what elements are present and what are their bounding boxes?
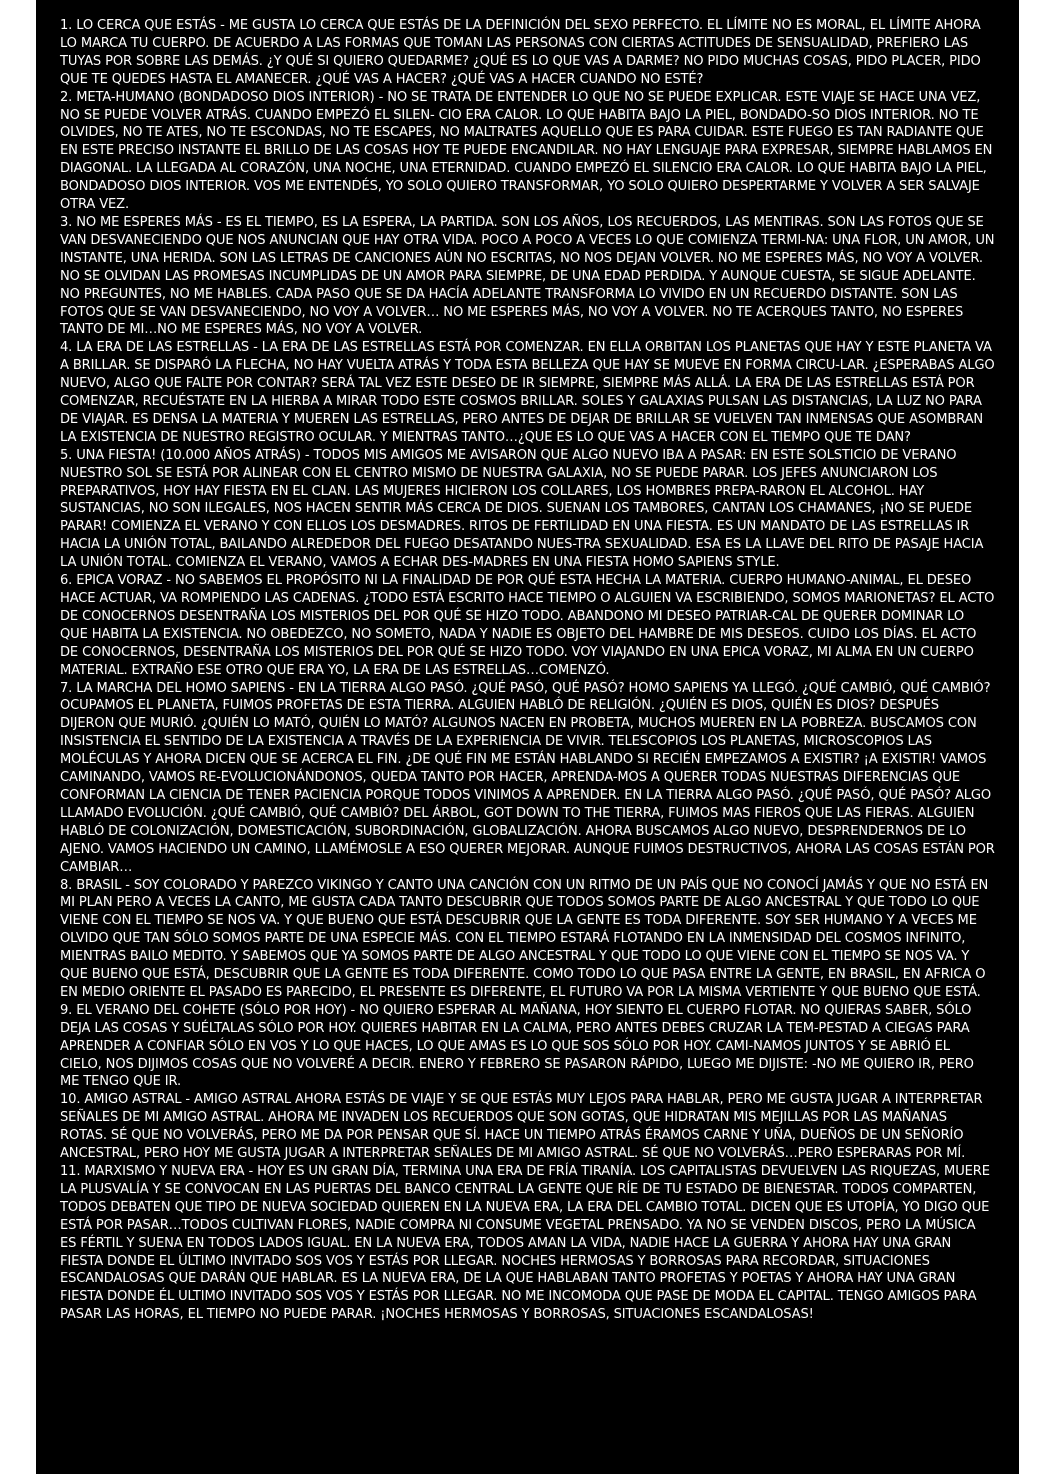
song-title: 11. MARXISMO Y NUEVA ERA - <box>60 1164 258 1179</box>
song-title: 7. LA MARCHA DEL HOMO SAPIENS - <box>60 680 298 696</box>
song-lyrics: AMIGO ASTRAL AHORA ESTÁS DE VIAJE Y SE QUE ESTÁS MUY LEJOS PARA HABLAR, PERO ME GUSTA JUGAR A INTERPRETAR SEÑALES DE MI AMIGO ASTRAL. AHORA ME INVADEN LOS RECUERDOS QUE SON GOTAS, QUE HIDRATAN MIS MEJILLAS POR LAS MAÑANAS ROTAS. SÉ QUE NO VOLVERÁS, PERO ME DA POR PENSAR QUE SÍ. HACE UN TIEMPO ATRÁS ÉRAMOS CARNE Y UÑA, DUEÑOS DE UN SEÑORÍO ANCESTRAL, PERO HOY ME GUSTA JUGAR A INTERPRETAR SEÑALES DE MI AMIGO ASTRAL. SÉ QUE NO VOLVERÁS…PERO ESPERARAS POR MÍ. <box>60 1092 983 1162</box>
song-lyrics: NO SE TRATA DE ENTENDER LO QUE NO SE PUEDE EXPLICAR. ESTE VIAJE SE HACE UNA VEZ, NO SE PUEDE VOLVER ATRÁS. CUANDO EMPEZÓ EL SILEN- CIO ERA CALOR. LO QUE HABITA BAJO LA PIEL, BONDADO-SO DIOS INTERIOR. NO TE OLVIDES, NO TE ATES, NO TE ESCONDAS, NO TE ESCAPES, NO MALTRATES AQUELLO QUE ES PARA CUIDAR. ESTE FUEGO ES TAN RADIANTE QUE EN ESTE PRECISO INSTANTE EL BRILLO DE LAS COSAS HOY TE PUEDE ENCANDILAR. NO HAY LENGUAJE PARA EXPRESAR, SIEMPRE HABLAMOS EN DIAGONAL. LA LLEGADA AL CORAZÓN, UNA NOCHE, UNA ETERNIDAD. CUANDO EMPEZÓ EL SILENCIO ERA CALOR. LO QUE HABITA BAJO LA PIEL, BONDADOSO DIOS INTERIOR. VOS ME ENTENDÉS, YO SOLO QUIERO TRANSFORMAR, YO SOLO QUIERO DESPERTARME Y VOLVER A SER SALVAJE OTRA VEZ. <box>60 89 993 213</box>
song-title: 2. META-HUMANO (BONDADOSO DIOS INTERIOR) - <box>60 89 388 105</box>
song-entry-7 <box>60 680 995 877</box>
song-title: 6. EPICA VORAZ - <box>60 573 175 589</box>
song-lyrics: SOY COLORADO Y PAREZCO VIKINGO Y CANTO UNA CANCIÓN CON UN RITMO DE UN PAÍS QUE NO CONOCÍ JAMÁS Y QUE NO ESTÁ EN MI PLAN PERO A VECES LA CANTO, ME GUSTA CADA TANTO DESCUBRIR QUE TODOS SOMOS PARTE DE ALGO ANCESTRAL Y QUE TODO LO QUE VIENE CON EL TIEMPO SE NOS VA. Y QUE BUENO QUE ESTÁ DESCUBRIR QUE LA GENTE ES TODA DIFERENTE. SOY SER HUMANO Y A VECES ME OLVIDO QUE TAN SÓLO SOMOS PARTE DE UNA ESPECIE MÁS. CON EL TIEMPO ESTARÁ FLOTANDO EN LA INMENSIDAD DEL COSMOS INFINITO, MIENTRAS BAILO MEDITO. Y SABEMOS QUE YA SOMOS PARTE DE ALGO ANCESTRAL Y QUE TODO LO QUE VIENE CON EL TIEMPO SE NOS VA. Y QUE BUENO QUE ESTÁ, DESCUBRIR QUE LA GENTE ES TODA DIFERENTE. COMO TODO LO QUE PASA ENTRE LA GENTE, EN BRASIL, EN AFRICA O EN MEDIO ORIENTE EL PASADO ES PARECIDO, EL PRESENTE ES DIFERENTE, EL FUTURO VA POR LA MISMA VERTIENTE Y QUE BUENO QUE ESTÁ. <box>60 877 989 1000</box>
song-lyrics: HOY ES UN GRAN DÍA, TERMINA UNA ERA DE FRÍA TIRANÍA. LOS CAPITALISTAS DEVUELVEN LAS RIQUEZAS, MUERE LA PLUSVALÍA Y SE CONVOCAN EN LAS PUERTAS DEL BANCO CENTRAL LA GENTE QUE RÍE DE TU ESTADO DE BIENESTAR. TODOS COMPARTEN, TODOS DEBATEN QUE TIPO DE NUEVA SOCIEDAD QUIEREN EN LA NUEVA ERA, LA ERA DEL CAMBIO TOTAL. DICEN QUE ES UTOPÍA, YO DIGO QUE ESTÁ POR PASAR…TODOS CULTIVAN FLORES, NADIE COMPRA NI CONSUME VEGETAL PRENSADO. YA NO SE VENDEN DISCOS, PERO LA MÚSICA ES FÉRTIL Y SUENA EN TODOS LADOS IGUAL. EN LA NUEVA ERA, TODOS AMAN LA VIDA, NADIE HACE LA GUERRA Y AHORA HAY UNA GRAN FIESTA DONDE EL ÚLTIMO INVITADO SOS VOS Y ESTÁS POR LLEGAR. NOCHES HERMOSAS Y BORROSAS PARA RECORDAR, SITUACIONES ESCANDALOSAS QUE DARÁN QUE HABLAR. ES LA NUEVA ERA, DE LA QUE HABLABAN TANTO PROFETAS Y POETAS Y AHORA HAY UNA GRAN FIESTA DONDE ÉL ULTIMO INVITADO SOS VOS Y ESTÁS POR LLEGAR. NO ME INCOMODA QUE PASE DE MODA EL CAPITAL. TENGO AMIGOS PARA PASAR LAS HORAS, EL TIEMPO NO PUEDE PARAR. ¡NOCHES HERMOSAS Y BORROSAS, SITUACIONES ESCANDALOSAS! <box>60 1164 990 1323</box>
song-lyrics: ME GUSTA LO CERCA QUE ESTÁS DE LA DEFINICIÓN DEL SEXO PERFECTO. EL LÍMITE NO ES MORAL, EL LÍMITE AHORA LO MARCA TU CUERPO. DE ACUERDO A LAS FORMAS QUE TOMAN LAS PERSONAS CON CIERTAS ACTITUDES DE SENSUALIDAD, PREFIERO LAS TUYAS POR SOBRE LAS DEMÁS. ¿Y QUÉ SI QUIERO QUEDARME? ¿QUÉ ES LO QUE VAS A DARME? NO PIDO MUCHAS COSAS, PIDO PLACER, PIDO QUE TE QUEDES HASTA EL AMANECER. ¿QUÉ VAS A HACER? ¿QUÉ VAS A HACER CUANDO NO ESTÉ? <box>60 18 981 87</box>
song-lyrics: LA ERA DE LAS ESTRELLAS ESTÁ POR COMENZAR. EN ELLA ORBITAN LOS PLANETAS QUE HAY Y ESTE PLANETA VA A BRILLAR. SE DISPARÓ LA FLECHA, NO HAY VUELTA ATRÁS Y TODA ESTA BELLEZA QUE HAY SE MUEVE EN FORMA CIRCU-LAR. ¿ESPERABAS ALGO NUEVO, ALGO QUE FALTE POR CONTAR? SERÁ TAL VEZ ESTE DESEO DE IR SIEMPRE, SIEMPRE MÁS ALLÁ. LA ERA DE LAS ESTRELLAS ESTÁ POR COMENZAR, RECUÉSTATE EN LA HIERBA A MIRAR TODO ESTE COSMOS BRILLAR. SOLES Y GALAXIAS PULSAN LAS DISTANCIAS, LA LUZ NO PARA DE VIAJAR. ES DENSA LA MATERIA Y MUEREN LAS ESTRELLAS, PERO ANTES DE DEJAR DE BRILLAR SE VUELVEN TAN INMENSAS QUE ASOMBRAN LA EXISTENCIA DE NUESTRO REGISTRO OCULAR. Y MIENTRAS TANTO…¿QUE ES LO QUE VAS A HACER CON EL TIEMPO QUE TE DAN? <box>60 340 995 445</box>
song-entry-10 <box>60 1091 995 1163</box>
song-title: 10. AMIGO ASTRAL - <box>60 1092 195 1108</box>
song-entry-6 <box>60 572 995 679</box>
song-entry-4 <box>60 339 995 446</box>
song-entry-3 <box>60 214 995 339</box>
song-title: 8. BRASIL - <box>60 877 134 893</box>
song-title: 3. NO ME ESPERES MÁS - <box>60 214 226 230</box>
song-title: 9. EL VERANO DEL COHETE (SÓLO POR HOY) - <box>60 1002 360 1018</box>
song-entry-8 <box>60 877 995 1002</box>
song-entry-5 <box>60 447 995 572</box>
song-lyrics: EN LA TIERRA ALGO PASÓ. ¿QUÉ PASÓ, QUÉ PASÓ? HOMO SAPIENS YA LLEGÓ. ¿QUÉ CAMBIÓ, QUÉ CAMBIÓ? OCUPAMOS EL PLANETA, FUIMOS PROFETAS DE ESTA TIERRA. ALGUIEN HABLÓ DE RELIGIÓN. ¿QUIÉN ES DIOS, QUIÉN ES DIOS? DESPUÉS DIJERON QUE MURIÓ. ¿QUIÉN LO MATÓ, QUIÉN LO MATÓ? ALGUNOS NACEN EN PROBETA, MUCHOS MUEREN EN LA POBREZA. BUSCAMOS CON INSISTENCIA EL SENTIDO DE LA EXISTENCIA A TRAVÉS DE LA EXPERIENCIA DE VIVIR. TELESCOPIOS LOS PLANETAS, MICROSCOPIOS LAS MOLÉCULAS Y AHORA DICEN QUE SE ACERCA EL FIN. ¿DE QUÉ FIN ME ESTÁN HABLANDO SI RECIÉN EMPEZAMOS A EXISTIR? ¡A EXISTIR! VAMOS CAMINANDO, VAMOS RE-EVOLUCIONÁNDONOS, QUEDA TANTO POR HACER, APRENDA-MOS A QUERER TODAS NUESTRAS DIFERENCIAS QUE CONFORMAN LA CIENCIA DE TENER PACIENCIA PORQUE TODOS VINIMOS A APRENDER. EN LA TIERRA ALGO PASÓ. ¿QUÉ PASÓ, QUÉ PASÓ? ALGO LLAMADO EVOLUCIÓN. ¿QUÉ CAMBIÓ, QUÉ CAMBIÓ? DEL ÁRBOL, GOT DOWN TO THE TIERRA, FUIMOS MAS FIEROS QUE LAS FIERAS. ALGUIEN HABLÓ DE COLONIZACIÓN, DOMESTICACIÓN, SUBORDINACIÓN, GLOBALIZACIÓN. AHORA BUSCAMOS ALGO NUEVO, DESPRENDERNOS DE LO AJENO. VAMOS HACIENDO UN CAMINO, LLAMÉMOSLE A ESO QUERER MEJORAR. AUNQUE FUIMOS DESTRUCTIVOS, AHORA LAS COSAS ESTÁN POR CAMBIAR… <box>60 680 995 875</box>
song-entry-11 <box>60 1163 995 1324</box>
song-lyrics: NO SABEMOS EL PROPÓSITO NI LA FINALIDAD DE POR QUÉ ESTA HECHA LA MATERIA. CUERPO HUMANO-ANIMAL, EL DESEO HACE ACTUAR, VA ROMPIENDO LAS CADENAS. ¿TODO ESTÁ ESCRITO HACE TIEMPO O ALGUIEN VA ESCRIBIENDO, SOMOS MARIONETAS? EL ACTO DE CONOCERNOS DESENTRAÑA LOS MISTERIOS DEL POR QUÉ SE HIZO TODO. ABANDONO MI DESEO PATRIAR-CAL DE QUERER DOMINAR LO QUE HABITA LA EXISTENCIA. NO OBEDEZCO, NO SOMETO, NADA Y NADIE ES OBJETO DEL HAMBRE DE MIS DESEOS. CUIDO LOS DÍAS. EL ACTO DE CONOCERNOS, DESENTRAÑA LOS MISTERIOS DEL POR QUÉ SE HIZO TODO. VOY VIAJANDO EN UNA EPICA VORAZ, MI ALMA EN UN CUERPO MATERIAL. EXTRAÑO ESE OTRO QUE ERA YO, LA ERA DE LAS ESTRELLAS…COMENZÓ. <box>60 573 995 678</box>
song-entry-1 <box>60 17 995 89</box>
song-title: 5. UNA FIESTA! (10.000 AÑOS ATRÁS) - <box>60 447 314 463</box>
song-lyrics: NO QUIERO ESPERAR AL MAÑANA, HOY SIENTO EL CUERPO FLOTAR. NO QUIERAS SABER, SÓLO DEJA LAS COSAS Y SUÉLTALAS SÓLO POR HOY. QUIERES HABITAR EN LA CALMA, PERO ANTES DEBES CRUZAR LA TEM-PESTAD A CIEGAS PARA APRENDER A CONFIAR SÓLO EN VOS Y LO QUE HACES, LO QUE AMAS ES LO QUE SOS SÓLO POR HOY. CAMI-NAMOS JUNTOS Y SE ABRIÓ EL CIELO, NOS DIJIMOS COSAS QUE NO VOLVERÉ A DECIR. ENERO Y FEBRERO SE PASARON RÁPIDO, LUEGO ME DIJISTE: -NO ME QUIERO IR, PERO ME TENGO QUE IR. <box>60 1002 974 1090</box>
song-entry-2 <box>60 89 995 214</box>
song-title: 4. LA ERA DE LAS ESTRELLAS - <box>60 340 262 356</box>
song-title: 1. LO CERCA QUE ESTÁS - <box>60 18 229 33</box>
song-entry-9 <box>60 1002 995 1092</box>
song-lyrics: ES EL TIEMPO, ES LA ESPERA, LA PARTIDA. SON LOS AÑOS, LOS RECUERDOS, LAS MENTIRAS. SON LAS FOTOS QUE SE VAN DESVANECIENDO QUE NOS ANUNCIAN QUE HAY OTRA VIDA. POCO A POCO A VECES LO QUE COMIENZA TERMI-NA: UNA FLOR, UN AMOR, UN INSTANTE, UNA HERIDA. SON LAS LETRAS DE CANCIONES AÚN NO ESCRITAS, NO NOS DEJAN VOLVER. NO ME ESPERES MÁS, NO VOY A VOLVER. NO SE OLVIDAN LAS PROMESAS INCUMPLIDAS DE UN AMOR PARA SIEMPRE, DE UNA EDAD PERDIDA. Y AUNQUE CUESTA, SE SIGUE ADELANTE. NO PREGUNTES, NO ME HABLES. CADA PASO QUE SE DA HACÍA ADELANTE TRANSFORMA LO VIVIDO EN UN RECUERDO DISTANTE. SON LAS FOTOS QUE SE VAN DESVANECIENDO, NO VOY A VOLVER… NO ME ESPERES MÁS, NO VOY A VOLVER. NO TE ACERQUES TANTO, NO ESPERES TANTO DE MI…NO ME ESPERES MÁS, NO VOY A VOLVER. <box>60 214 995 338</box>
song-lyrics: TODOS MIS AMIGOS ME AVISARON QUE ALGO NUEVO IBA A PASAR: EN ESTE SOLSTICIO DE VERANO NUESTRO SOL SE ESTÁ POR ALINEAR CON EL CENTRO MISMO DE NUESTRA GALAXIA, NO SE PUEDE PARAR. LOS JEFES ANUNCIARON LOS PREPARATIVOS, HOY HAY FIESTA EN EL CLAN. LAS MUJERES HICIERON LOS COLLARES, LOS HOMBRES PREPA-RARON EL ALCOHOL. HAY SUSTANCIAS, NO SON ILEGALES, NOS HACEN SENTIR MÁS CERCA DE DIOS. SUENAN LOS TAMBORES, CANTAN LOS CHAMANES, ¡NO SE PUEDE PARAR! COMIENZA EL VERANO Y CON ELLOS LOS DESMADRES. RITOS DE FERTILIDAD EN UNA FIESTA. ES UN MANDATO DE LAS ESTRELLAS IR HACIA LA UNIÓN TOTAL, BAILANDO ALREDEDOR DEL FUEGO DESATANDO NUES-TRA SEXUALIDAD. ESA ES LA LLAVE DEL RITO DE PASAJE HACIA LA UNIÓN TOTAL. COMIENZA EL VERANO, VAMOS A ECHAR DES-MADRES EN UNA FIESTA HOMO SAPIENS STYLE. <box>60 447 984 571</box>
lyrics-sheet <box>36 0 1019 1474</box>
